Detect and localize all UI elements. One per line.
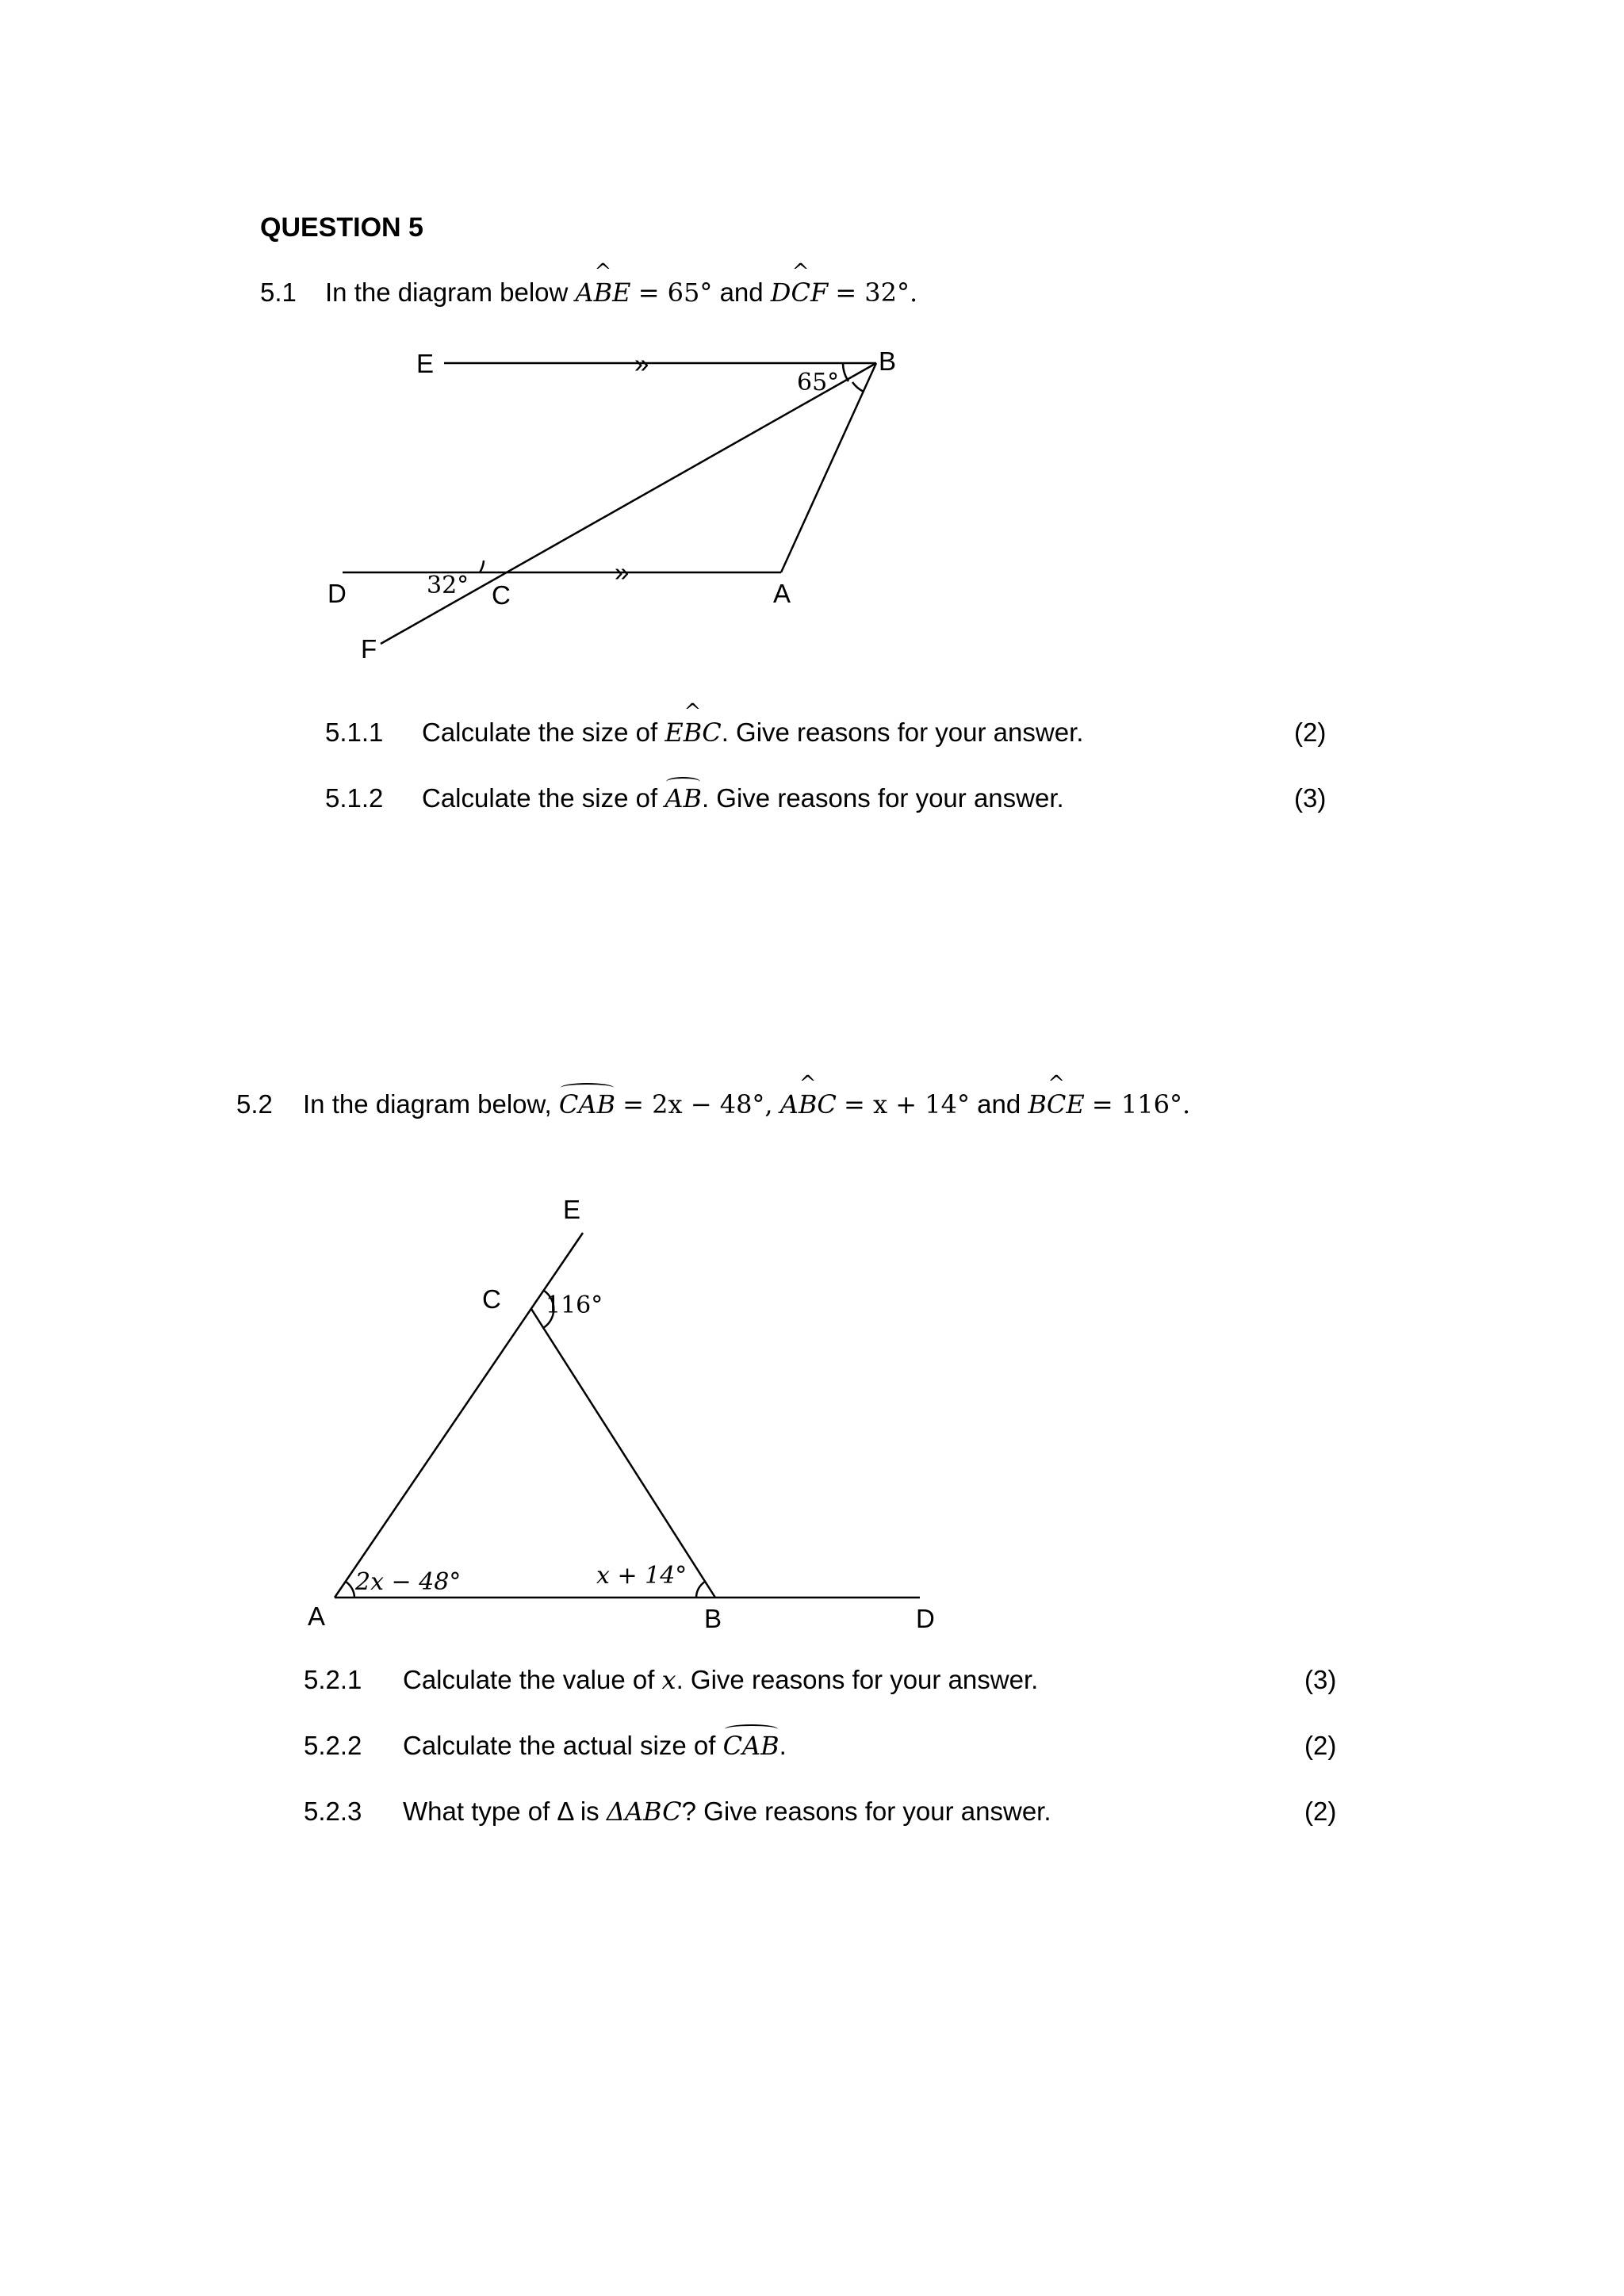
- q52-number: 5.2: [236, 1089, 273, 1119]
- q52-abc-value: = x + 14°: [844, 1089, 970, 1119]
- q523-math: ΔABC: [606, 1797, 682, 1827]
- diagram-5-1: [0, 0, 1624, 714]
- label-D: D: [327, 579, 347, 608]
- angle-label-A: 2x − 48°: [355, 1568, 462, 1596]
- q51-number: 5.1: [260, 277, 297, 307]
- diagram-5-2: [0, 1150, 1624, 1641]
- q522-number: 5.2.2: [304, 1731, 362, 1760]
- label-D: D: [916, 1604, 935, 1633]
- q52-cab-value: = 2x − 48°,: [622, 1089, 773, 1119]
- q522-marks: (2): [1304, 1731, 1337, 1760]
- q51-intro: In the diagram below: [325, 277, 569, 307]
- q512-marks: (3): [1294, 783, 1327, 813]
- question-title: QUESTION 5: [260, 212, 423, 243]
- label-B: B: [704, 1604, 722, 1633]
- label-C: C: [482, 1284, 501, 1314]
- parallel-arrow-bottom: »: [615, 557, 630, 587]
- angle-label-C: 116°: [546, 1292, 603, 1319]
- angle-label-B: 65°: [797, 369, 840, 396]
- angle-arc-A: [346, 1582, 354, 1598]
- angle-arc-C: [480, 561, 484, 572]
- q511-text: Calculate the size of EB ^C. Give reasons for your answer.: [422, 718, 1083, 748]
- q522-text: Calculate the actual size of CAB.: [403, 1731, 787, 1761]
- label-A: A: [308, 1601, 326, 1631]
- angle-label-C: 32°: [427, 572, 469, 599]
- label-F: F: [361, 634, 377, 664]
- q511-marks: (2): [1294, 718, 1327, 747]
- q52-bce: BC ^E: [1028, 1089, 1084, 1119]
- label-E: E: [416, 349, 435, 378]
- q51-and: and: [719, 277, 764, 307]
- angle-label-B: x + 14°: [596, 1562, 688, 1590]
- q51-angle2: DC ^F: [771, 277, 828, 308]
- q511-math: EB ^C: [665, 718, 721, 748]
- angle-arc-B1: [843, 363, 848, 381]
- q512-math: AB: [665, 783, 702, 813]
- line-FB: [381, 363, 876, 644]
- label-A: A: [773, 579, 791, 608]
- q51-angle1: AB ^E: [576, 277, 631, 308]
- label-B: B: [879, 346, 897, 376]
- angle-arc-B2: [852, 382, 864, 392]
- q512-number: 5.1.2: [325, 783, 384, 813]
- q52-cab: CAB: [558, 1089, 615, 1119]
- q52-stem: In the diagram below, CAB = 2x − 48°, AB ^C = x + 14° and BC ^E = 116°.: [303, 1089, 1190, 1119]
- q521-number: 5.2.1: [304, 1665, 362, 1694]
- q52-abc: AB ^C: [780, 1089, 837, 1119]
- label-E: E: [563, 1195, 581, 1224]
- q523-marks: (2): [1304, 1797, 1337, 1826]
- q511-number: 5.1.1: [325, 718, 384, 747]
- q523-number: 5.2.3: [304, 1797, 362, 1826]
- line-CB: [531, 1309, 715, 1598]
- q522-math: CAB: [722, 1731, 779, 1761]
- q51-angle2-value: = 32°.: [835, 277, 918, 308]
- q521-math: x: [661, 1665, 676, 1695]
- angle-arc-B: [696, 1582, 705, 1598]
- q523-text: What type of Δ is ΔABC? Give reasons for your answer.: [403, 1797, 1051, 1827]
- line-AE: [335, 1233, 583, 1598]
- parallel-arrow-top: »: [634, 349, 649, 378]
- label-C: C: [492, 580, 511, 610]
- q521-text: Calculate the value of x. Give reasons for your answer.: [403, 1665, 1039, 1695]
- q512-text: Calculate the size of AB. Give reasons for your answer.: [422, 783, 1064, 813]
- q52-bce-value: = 116°.: [1091, 1089, 1191, 1119]
- q521-marks: (3): [1304, 1665, 1337, 1694]
- q51-angle1-value: = 65°: [638, 277, 713, 308]
